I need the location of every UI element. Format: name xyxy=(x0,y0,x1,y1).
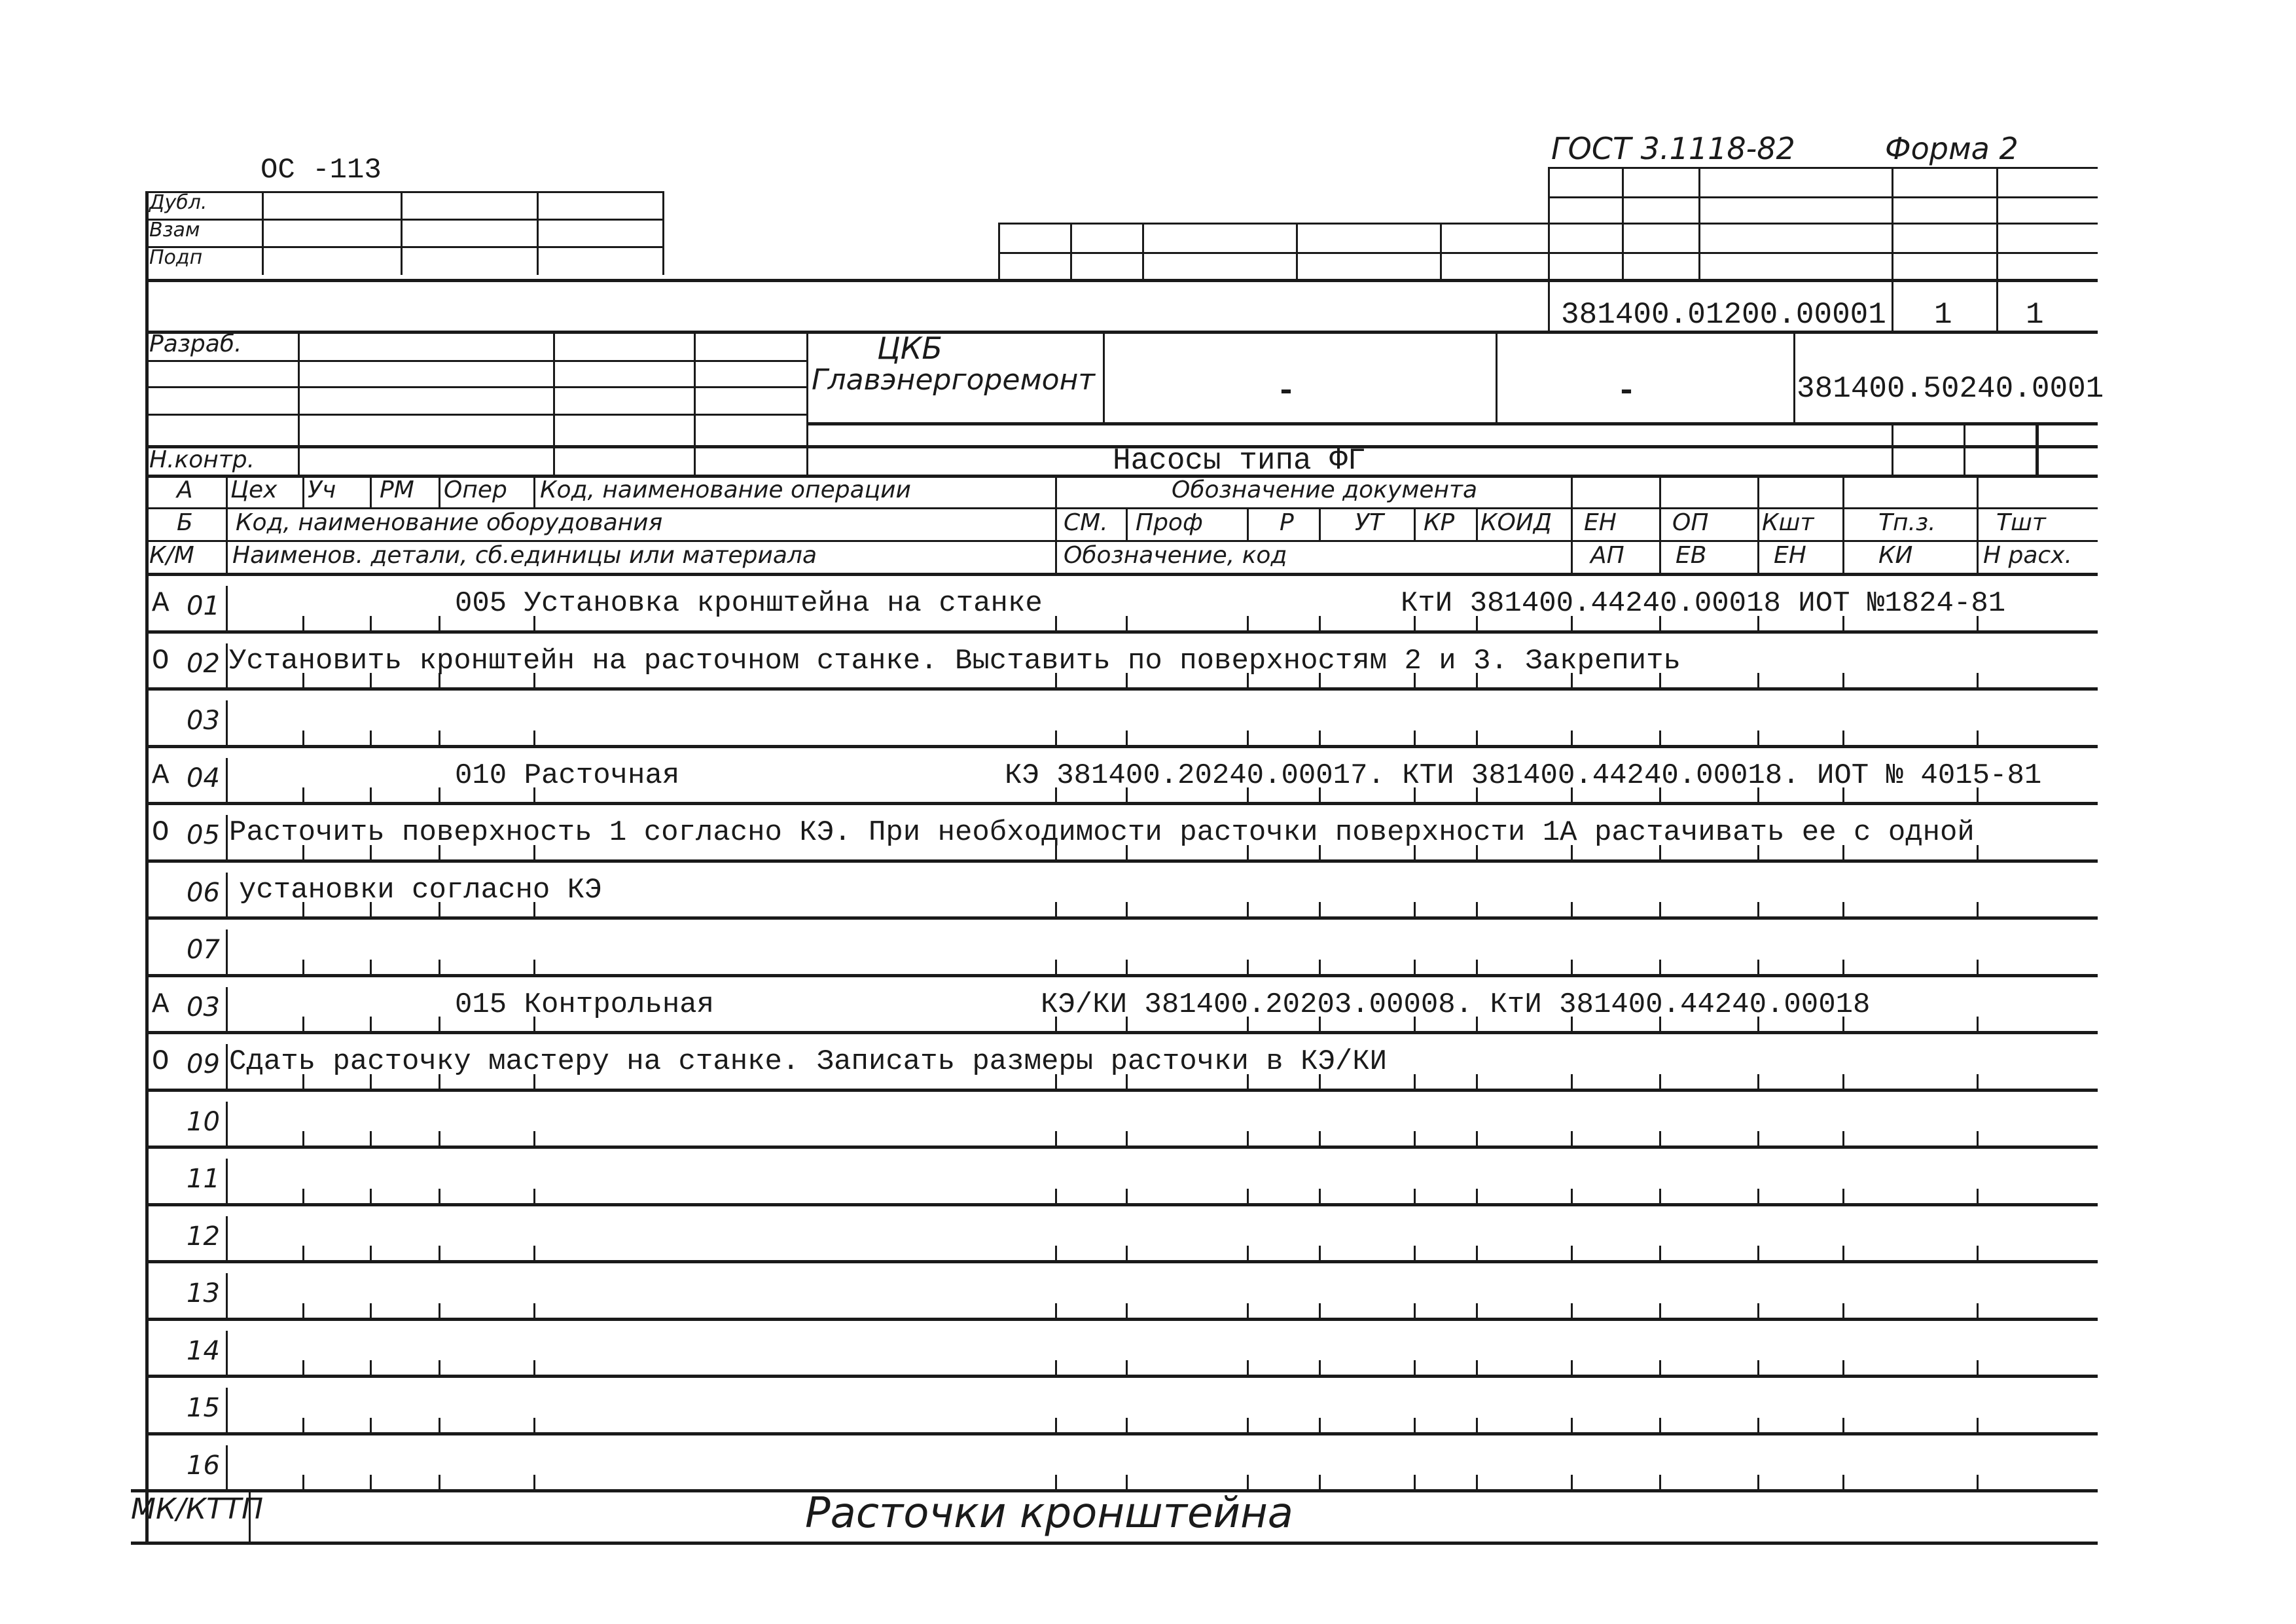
row-divider xyxy=(145,745,2098,748)
column-tick xyxy=(370,1017,372,1031)
column-tick xyxy=(1842,1074,1844,1089)
row-divider xyxy=(145,974,2098,977)
column-tick xyxy=(533,1475,535,1489)
column-tick xyxy=(1055,1189,1057,1203)
column-tick xyxy=(1659,902,1661,916)
row-number-separator xyxy=(226,1331,228,1375)
column-tick xyxy=(1055,1360,1057,1375)
column-tick xyxy=(302,1246,304,1260)
column-tick xyxy=(533,1246,535,1260)
column-tick xyxy=(1055,902,1057,916)
col-en2: ЕН xyxy=(1774,542,1806,569)
column-tick xyxy=(1247,1246,1249,1260)
column-tick xyxy=(1414,1131,1416,1146)
column-tick xyxy=(1319,1131,1321,1146)
column-tick xyxy=(1757,673,1759,687)
column-tick xyxy=(1977,845,1979,859)
row-number: 03 xyxy=(187,992,220,1022)
row-divider xyxy=(145,1318,2098,1321)
column-tick xyxy=(533,1303,535,1318)
column-tick xyxy=(1055,960,1057,974)
column-tick xyxy=(439,1360,440,1375)
row-number: 02 xyxy=(187,648,220,679)
row-divider xyxy=(145,630,2098,634)
column-tick xyxy=(1476,1074,1478,1089)
row-divider xyxy=(145,1089,2098,1092)
column-tick xyxy=(1476,902,1478,916)
row-number-separator xyxy=(226,1102,228,1146)
row-number: 12 xyxy=(187,1221,220,1252)
column-tick xyxy=(1319,1303,1321,1318)
column-tick xyxy=(1319,902,1321,916)
col-en: ЕН xyxy=(1584,509,1617,536)
column-tick xyxy=(1757,1131,1759,1146)
col-n-rash: Н расх. xyxy=(1983,542,2072,569)
column-tick xyxy=(1757,1303,1759,1318)
column-tick xyxy=(1414,1189,1416,1203)
column-tick xyxy=(1319,1418,1321,1432)
row-divider xyxy=(145,1031,2098,1034)
column-tick xyxy=(1414,1418,1416,1432)
column-tick xyxy=(439,960,440,974)
row-number: 11 xyxy=(187,1164,220,1194)
column-tick xyxy=(370,616,372,630)
row-number-separator xyxy=(226,1216,228,1261)
row-number: 14 xyxy=(187,1335,220,1366)
row-number: 04 xyxy=(187,763,220,793)
column-tick xyxy=(302,1418,304,1432)
column-tick xyxy=(302,1017,304,1031)
column-tick xyxy=(1476,1131,1478,1146)
row-number-separator xyxy=(226,1445,228,1490)
label-dubl: Дубл. xyxy=(149,191,207,214)
row-number-separator xyxy=(226,700,228,745)
row-number: 15 xyxy=(187,1393,220,1423)
col-op: ОП xyxy=(1672,509,1709,536)
row-number-separator xyxy=(226,1388,228,1432)
column-tick xyxy=(1055,616,1057,630)
column-tick xyxy=(1571,1246,1573,1260)
column-tick xyxy=(1247,960,1249,974)
footer-title: Расточки кронштейна xyxy=(805,1489,1293,1538)
column-tick xyxy=(1126,1131,1128,1146)
column-tick xyxy=(1977,731,1979,745)
col-ksht: Кшт xyxy=(1762,509,1814,536)
column-tick xyxy=(1977,1475,1979,1489)
row-reference: КтИ 381400.44240.00018 ИОТ №1824-81 xyxy=(1401,587,2006,620)
col-koid: КОИД xyxy=(1480,509,1552,536)
column-tick xyxy=(1842,731,1844,745)
column-tick xyxy=(1842,1189,1844,1203)
column-tick xyxy=(1247,902,1249,916)
sheet-number-b: 1 xyxy=(2026,298,2044,332)
document-number: 381400.01200.00001 xyxy=(1561,298,1886,332)
column-tick xyxy=(1977,1131,1979,1146)
column-tick xyxy=(1659,960,1661,974)
column-tick xyxy=(1414,1246,1416,1260)
column-tick xyxy=(1476,1475,1478,1489)
column-tick xyxy=(1571,1189,1573,1203)
row-number-separator xyxy=(226,987,228,1032)
column-tick xyxy=(302,1360,304,1375)
column-tick xyxy=(439,616,440,630)
form-code: ОС -113 xyxy=(260,154,382,187)
column-tick xyxy=(1757,960,1759,974)
column-tick xyxy=(1659,1246,1661,1260)
row-text: Расточить поверхность 1 согласно КЭ. При необходимости расточки поверхности 1А растачивать ее с одной xyxy=(229,816,1975,849)
column-tick xyxy=(1977,1418,1979,1432)
column-tick xyxy=(1126,1303,1128,1318)
col-rm: РМ xyxy=(380,477,414,503)
column-tick xyxy=(1977,1246,1979,1260)
column-tick xyxy=(1476,1360,1478,1375)
footer-code: МК/КТТП xyxy=(131,1492,264,1526)
row-text: 015 Контрольная xyxy=(455,988,715,1021)
row-divider xyxy=(145,1260,2098,1263)
column-tick xyxy=(533,1131,535,1146)
label-vzam: Взам xyxy=(149,219,200,242)
row-number-separator xyxy=(226,643,228,688)
column-tick xyxy=(1977,1017,1979,1031)
column-tick xyxy=(1842,1246,1844,1260)
col-ki: КИ xyxy=(1878,542,1913,569)
column-tick xyxy=(1055,1418,1057,1432)
row-number-separator xyxy=(226,758,228,803)
row-number: 07 xyxy=(187,935,220,965)
column-tick xyxy=(1319,616,1321,630)
column-tick xyxy=(1055,1303,1057,1318)
row-number: 10 xyxy=(187,1106,220,1137)
row-number: 13 xyxy=(187,1278,220,1308)
column-tick xyxy=(1126,1418,1128,1432)
org-name-line2: Главэнергоремонт xyxy=(812,363,1095,397)
col-ut: УТ xyxy=(1355,509,1384,536)
sheet-number-a: 1 xyxy=(1934,298,1952,332)
row-number-separator xyxy=(226,815,228,859)
column-tick xyxy=(1126,1246,1128,1260)
column-tick xyxy=(1757,1246,1759,1260)
column-tick xyxy=(1476,731,1478,745)
dash-field-2: - xyxy=(1617,373,1637,410)
column-tick xyxy=(1055,1131,1057,1146)
col-a: А xyxy=(177,477,193,503)
row-number: 03 xyxy=(187,706,220,736)
column-tick xyxy=(1126,960,1128,974)
column-tick xyxy=(1659,1189,1661,1203)
col-tsht: Тшт xyxy=(1996,509,2046,536)
column-tick xyxy=(1247,731,1249,745)
column-tick xyxy=(1659,1131,1661,1146)
column-tick xyxy=(1977,673,1979,687)
column-tick xyxy=(533,1418,535,1432)
column-tick xyxy=(1659,1074,1661,1089)
column-tick xyxy=(439,1418,440,1432)
col-tsekh: Цех xyxy=(230,477,278,503)
column-tick xyxy=(1571,1475,1573,1489)
column-tick xyxy=(439,1246,440,1260)
column-tick xyxy=(370,1189,372,1203)
col-designation-code: Обозначение, код xyxy=(1064,542,1287,569)
column-tick xyxy=(1476,1246,1478,1260)
column-tick xyxy=(1319,1189,1321,1203)
org-name-line1: ЦКБ xyxy=(877,331,942,366)
row-number-separator xyxy=(226,1044,228,1089)
column-tick xyxy=(1659,1475,1661,1489)
product-name: Насосы типа ФГ xyxy=(1113,444,1366,478)
column-tick xyxy=(1977,960,1979,974)
row-divider xyxy=(145,1203,2098,1206)
column-tick xyxy=(1126,731,1128,745)
column-tick xyxy=(1757,1475,1759,1489)
row-type: О xyxy=(152,1045,170,1078)
row-number-separator xyxy=(226,586,228,630)
column-tick xyxy=(1319,1246,1321,1260)
column-tick xyxy=(370,1360,372,1375)
row-type: А xyxy=(152,988,170,1021)
column-tick xyxy=(533,960,535,974)
column-tick xyxy=(1842,1360,1844,1375)
col-km: К/М xyxy=(149,542,194,569)
control-label: Н.контр. xyxy=(149,446,255,473)
column-tick xyxy=(439,1475,440,1489)
dash-field-1: - xyxy=(1276,373,1297,410)
column-tick xyxy=(1571,1303,1573,1318)
column-tick xyxy=(1319,1475,1321,1489)
row-reference: КЭ 381400.20240.00017. КТИ 381400.44240.00018. ИОТ № 4015-81 xyxy=(1005,759,2042,792)
row-text: 005 Установка кронштейна на станке xyxy=(455,587,1043,620)
developer-label: Разраб. xyxy=(149,331,242,357)
row-text: Сдать расточку мастеру на станке. Записать размеры расточки в КЭ/КИ xyxy=(229,1045,1388,1078)
column-tick xyxy=(1571,960,1573,974)
column-tick xyxy=(1842,673,1844,687)
column-tick xyxy=(439,1303,440,1318)
label-podp: Подп xyxy=(149,246,203,269)
column-tick xyxy=(1571,1418,1573,1432)
column-tick xyxy=(1414,902,1416,916)
row-reference: КЭ/КИ 381400.20203.00008. КтИ 381400.44240.00018 xyxy=(1041,988,1871,1021)
column-tick xyxy=(1842,1303,1844,1318)
col-ap: АП xyxy=(1590,542,1624,569)
standard-label: ГОСТ 3.1118-82 xyxy=(1551,131,1795,166)
column-tick xyxy=(1319,1360,1321,1375)
column-tick xyxy=(1977,1360,1979,1375)
column-tick xyxy=(1757,1189,1759,1203)
col-uch: Уч xyxy=(308,477,336,503)
column-tick xyxy=(1842,1418,1844,1432)
row-divider xyxy=(145,916,2098,920)
column-tick xyxy=(1414,1360,1416,1375)
row-type: О xyxy=(152,816,170,849)
column-tick xyxy=(370,1418,372,1432)
column-tick xyxy=(1977,1074,1979,1089)
column-tick xyxy=(1842,1475,1844,1489)
column-tick xyxy=(1757,1418,1759,1432)
row-divider xyxy=(145,1146,2098,1149)
column-tick xyxy=(1247,1131,1249,1146)
col-sm: СМ. xyxy=(1064,509,1108,536)
column-tick xyxy=(1571,1074,1573,1089)
column-tick xyxy=(1842,1131,1844,1146)
row-number-separator xyxy=(226,873,228,917)
column-tick xyxy=(1757,1360,1759,1375)
column-tick xyxy=(1977,902,1979,916)
row-number-separator xyxy=(226,1273,228,1318)
column-tick xyxy=(1476,1303,1478,1318)
column-tick xyxy=(439,1131,440,1146)
column-tick xyxy=(302,1303,304,1318)
col-document: Обозначение документа xyxy=(1172,477,1478,503)
col-operation-name: Код, наименование операции xyxy=(540,477,911,503)
row-type: О xyxy=(152,644,170,677)
column-tick xyxy=(1977,1189,1979,1203)
col-ev: ЕВ xyxy=(1676,542,1707,569)
row-type: А xyxy=(152,759,170,792)
col-detail-name: Наименов. детали, сб.единицы или материала xyxy=(232,542,817,569)
column-tick xyxy=(1126,616,1128,630)
row-number: 16 xyxy=(187,1450,220,1481)
row-number: 01 xyxy=(187,591,220,621)
column-tick xyxy=(439,1189,440,1203)
column-tick xyxy=(1571,731,1573,745)
column-tick xyxy=(302,616,304,630)
column-tick xyxy=(1414,1074,1416,1089)
row-divider xyxy=(145,859,2098,863)
column-tick xyxy=(1126,1189,1128,1203)
row-text: 010 Расточная xyxy=(455,759,680,792)
column-tick xyxy=(370,960,372,974)
column-tick xyxy=(1319,731,1321,745)
column-tick xyxy=(1414,1475,1416,1489)
column-tick xyxy=(1977,1303,1979,1318)
col-oper: Опер xyxy=(444,477,507,503)
col-prof: Проф xyxy=(1136,509,1203,536)
column-tick xyxy=(1842,960,1844,974)
column-tick xyxy=(533,1360,535,1375)
col-equipment: Код, наименование оборудования xyxy=(236,509,663,536)
column-tick xyxy=(370,1131,372,1146)
column-tick xyxy=(1126,902,1128,916)
column-tick xyxy=(370,787,372,802)
row-type: А xyxy=(152,587,170,620)
column-tick xyxy=(1414,960,1416,974)
column-tick xyxy=(302,787,304,802)
column-tick xyxy=(439,787,440,802)
column-tick xyxy=(1476,960,1478,974)
column-tick xyxy=(1126,1475,1128,1489)
column-tick xyxy=(302,960,304,974)
column-tick xyxy=(1659,1360,1661,1375)
column-tick xyxy=(1414,731,1416,745)
column-tick xyxy=(1247,616,1249,630)
row-number: 06 xyxy=(187,877,220,908)
row-divider xyxy=(145,1375,2098,1378)
column-tick xyxy=(1571,1360,1573,1375)
row-divider xyxy=(145,687,2098,691)
column-tick xyxy=(1247,1303,1249,1318)
column-tick xyxy=(1055,731,1057,745)
column-tick xyxy=(1757,1074,1759,1089)
row-text: установки согласно КЭ xyxy=(239,873,602,907)
column-tick xyxy=(1842,902,1844,916)
column-tick xyxy=(370,1246,372,1260)
column-tick xyxy=(1247,1418,1249,1432)
column-tick xyxy=(1659,1418,1661,1432)
column-tick xyxy=(370,1303,372,1318)
column-tick xyxy=(533,731,535,745)
col-tpz: Тп.з. xyxy=(1878,509,1936,536)
column-tick xyxy=(533,1189,535,1203)
product-code: 381400.50240.0001 xyxy=(1797,372,2104,406)
column-tick xyxy=(370,731,372,745)
column-tick xyxy=(1476,1189,1478,1203)
column-tick xyxy=(1126,1360,1128,1375)
column-tick xyxy=(302,1189,304,1203)
row-text: Установить кронштейн на расточном станке. Выставить по поверхностям 2 и 3. Закрепить xyxy=(229,644,1681,677)
column-tick xyxy=(1659,1303,1661,1318)
column-tick xyxy=(1571,1131,1573,1146)
column-tick xyxy=(302,1131,304,1146)
row-divider xyxy=(145,802,2098,805)
column-tick xyxy=(370,1475,372,1489)
row-number: 05 xyxy=(187,820,220,850)
column-tick xyxy=(1055,1246,1057,1260)
column-tick xyxy=(302,731,304,745)
column-tick xyxy=(1319,960,1321,974)
column-tick xyxy=(1757,902,1759,916)
column-tick xyxy=(439,731,440,745)
col-r: Р xyxy=(1280,509,1294,536)
column-tick xyxy=(439,1017,440,1031)
column-tick xyxy=(1247,1360,1249,1375)
column-tick xyxy=(1571,902,1573,916)
form-number-label: Форма 2 xyxy=(1885,131,2018,166)
row-number-separator xyxy=(226,929,228,974)
column-tick xyxy=(1757,731,1759,745)
column-tick xyxy=(1247,1475,1249,1489)
row-divider xyxy=(145,1432,2098,1435)
col-b: Б xyxy=(177,509,193,536)
col-kr: КР xyxy=(1424,509,1455,536)
column-tick xyxy=(1055,1475,1057,1489)
column-tick xyxy=(1659,731,1661,745)
column-tick xyxy=(1247,1189,1249,1203)
row-number: 09 xyxy=(187,1049,220,1079)
column-tick xyxy=(1414,1303,1416,1318)
column-tick xyxy=(1476,1418,1478,1432)
row-number-separator xyxy=(226,1159,228,1203)
column-tick xyxy=(302,1475,304,1489)
